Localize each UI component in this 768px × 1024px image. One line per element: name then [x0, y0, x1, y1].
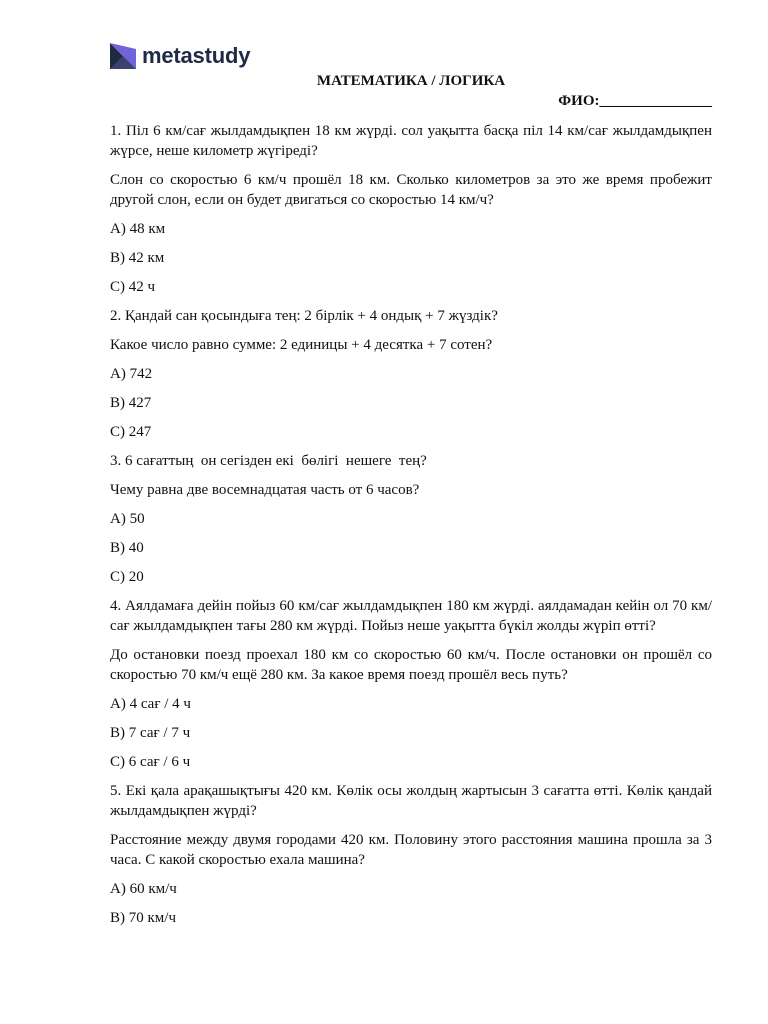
question-3-option-a: A) 50	[110, 511, 145, 527]
question-1-option-b: B) 42 км	[110, 250, 165, 266]
question-2-kz: 2. Қандай сан қосындыға тең: 2 бірлік + 4 ондық + 7 жүздік?	[110, 308, 498, 324]
question-1-kz: 1. Піл 6 км/сағ жылдамдықпен 18 км жүрді. сол уақытта басқа піл 14 км/сағ жылдамдықпен жүрсе, неше километр жүгіреді?	[110, 123, 712, 159]
question-4-option-c: C) 6 сағ / 6 ч	[110, 754, 191, 770]
metastudy-logo-mark-icon	[110, 43, 136, 69]
question-3-kz: 3. 6 сағаттың он сегізден екі бөлігі нешеге тең?	[110, 453, 427, 469]
question-1-option-c: C) 42 ч	[110, 279, 156, 295]
question-2-option-b: B) 427	[110, 395, 152, 411]
question-5-ru: Расстояние между двумя городами 420 км. Половину этого расстояния машина прошла за 3 часа. С какой скоростью ехала машина?	[110, 832, 712, 868]
question-4-kz: 4. Аялдамаға дейін пойыз 60 км/сағ жылдамдықпен 180 км жүрді. аялдамадан кейін ол 70 км/сағ жылдамдықпен тағы 280 км жүрді. Пойыз неше уақытта бүкіл жолды жүріп өтті?	[110, 598, 712, 634]
question-1-ru: Слон со скоростью 6 км/ч прошёл 18 км. Сколько километров за это же время пробежит другой слон, если он будет двигаться со скоростью 14 км/ч?	[110, 172, 712, 208]
question-5-option-a: A) 60 км/ч	[110, 881, 177, 897]
document-title: МАТЕМАТИКА / ЛОГИКА	[316, 73, 506, 89]
metastudy-logo	[110, 43, 250, 69]
question-1-option-a: A) 48 км	[110, 221, 166, 237]
question-2-option-a: A) 742	[110, 366, 153, 382]
question-5-kz: 5. Екі қала арақашықтығы 420 км. Көлік осы жолдың жартысын 3 сағатта өтті. Көлік қандай жылдамдықпен жүрді?	[110, 783, 712, 819]
question-4-option-a: A) 4 сағ / 4 ч	[110, 696, 191, 712]
question-5-option-b: B) 70 км/ч	[110, 910, 176, 926]
question-3-option-b: B) 40	[110, 540, 144, 556]
question-2-ru: Какое число равно сумме: 2 единицы + 4 десятка + 7 сотен?	[110, 337, 493, 353]
question-3-ru: Чему равна две восемнадцатая часть от 6 часов?	[110, 482, 420, 498]
logo-text: metastudy	[142, 43, 251, 68]
question-2-option-c: C) 247	[110, 424, 152, 440]
question-4-option-b: B) 7 сағ / 7 ч	[110, 725, 191, 741]
question-3-option-c: C) 20	[110, 569, 144, 585]
questions-content	[110, 121, 712, 937]
name-field-label: ФИО:_______________	[558, 93, 712, 109]
question-4-ru: До остановки поезд проехал 180 км со скоростью 60 км/ч. После остановки он прошёл со скоростью 70 км/ч ещё 280 км. За какое время поезд прошёл весь путь?	[110, 647, 712, 683]
